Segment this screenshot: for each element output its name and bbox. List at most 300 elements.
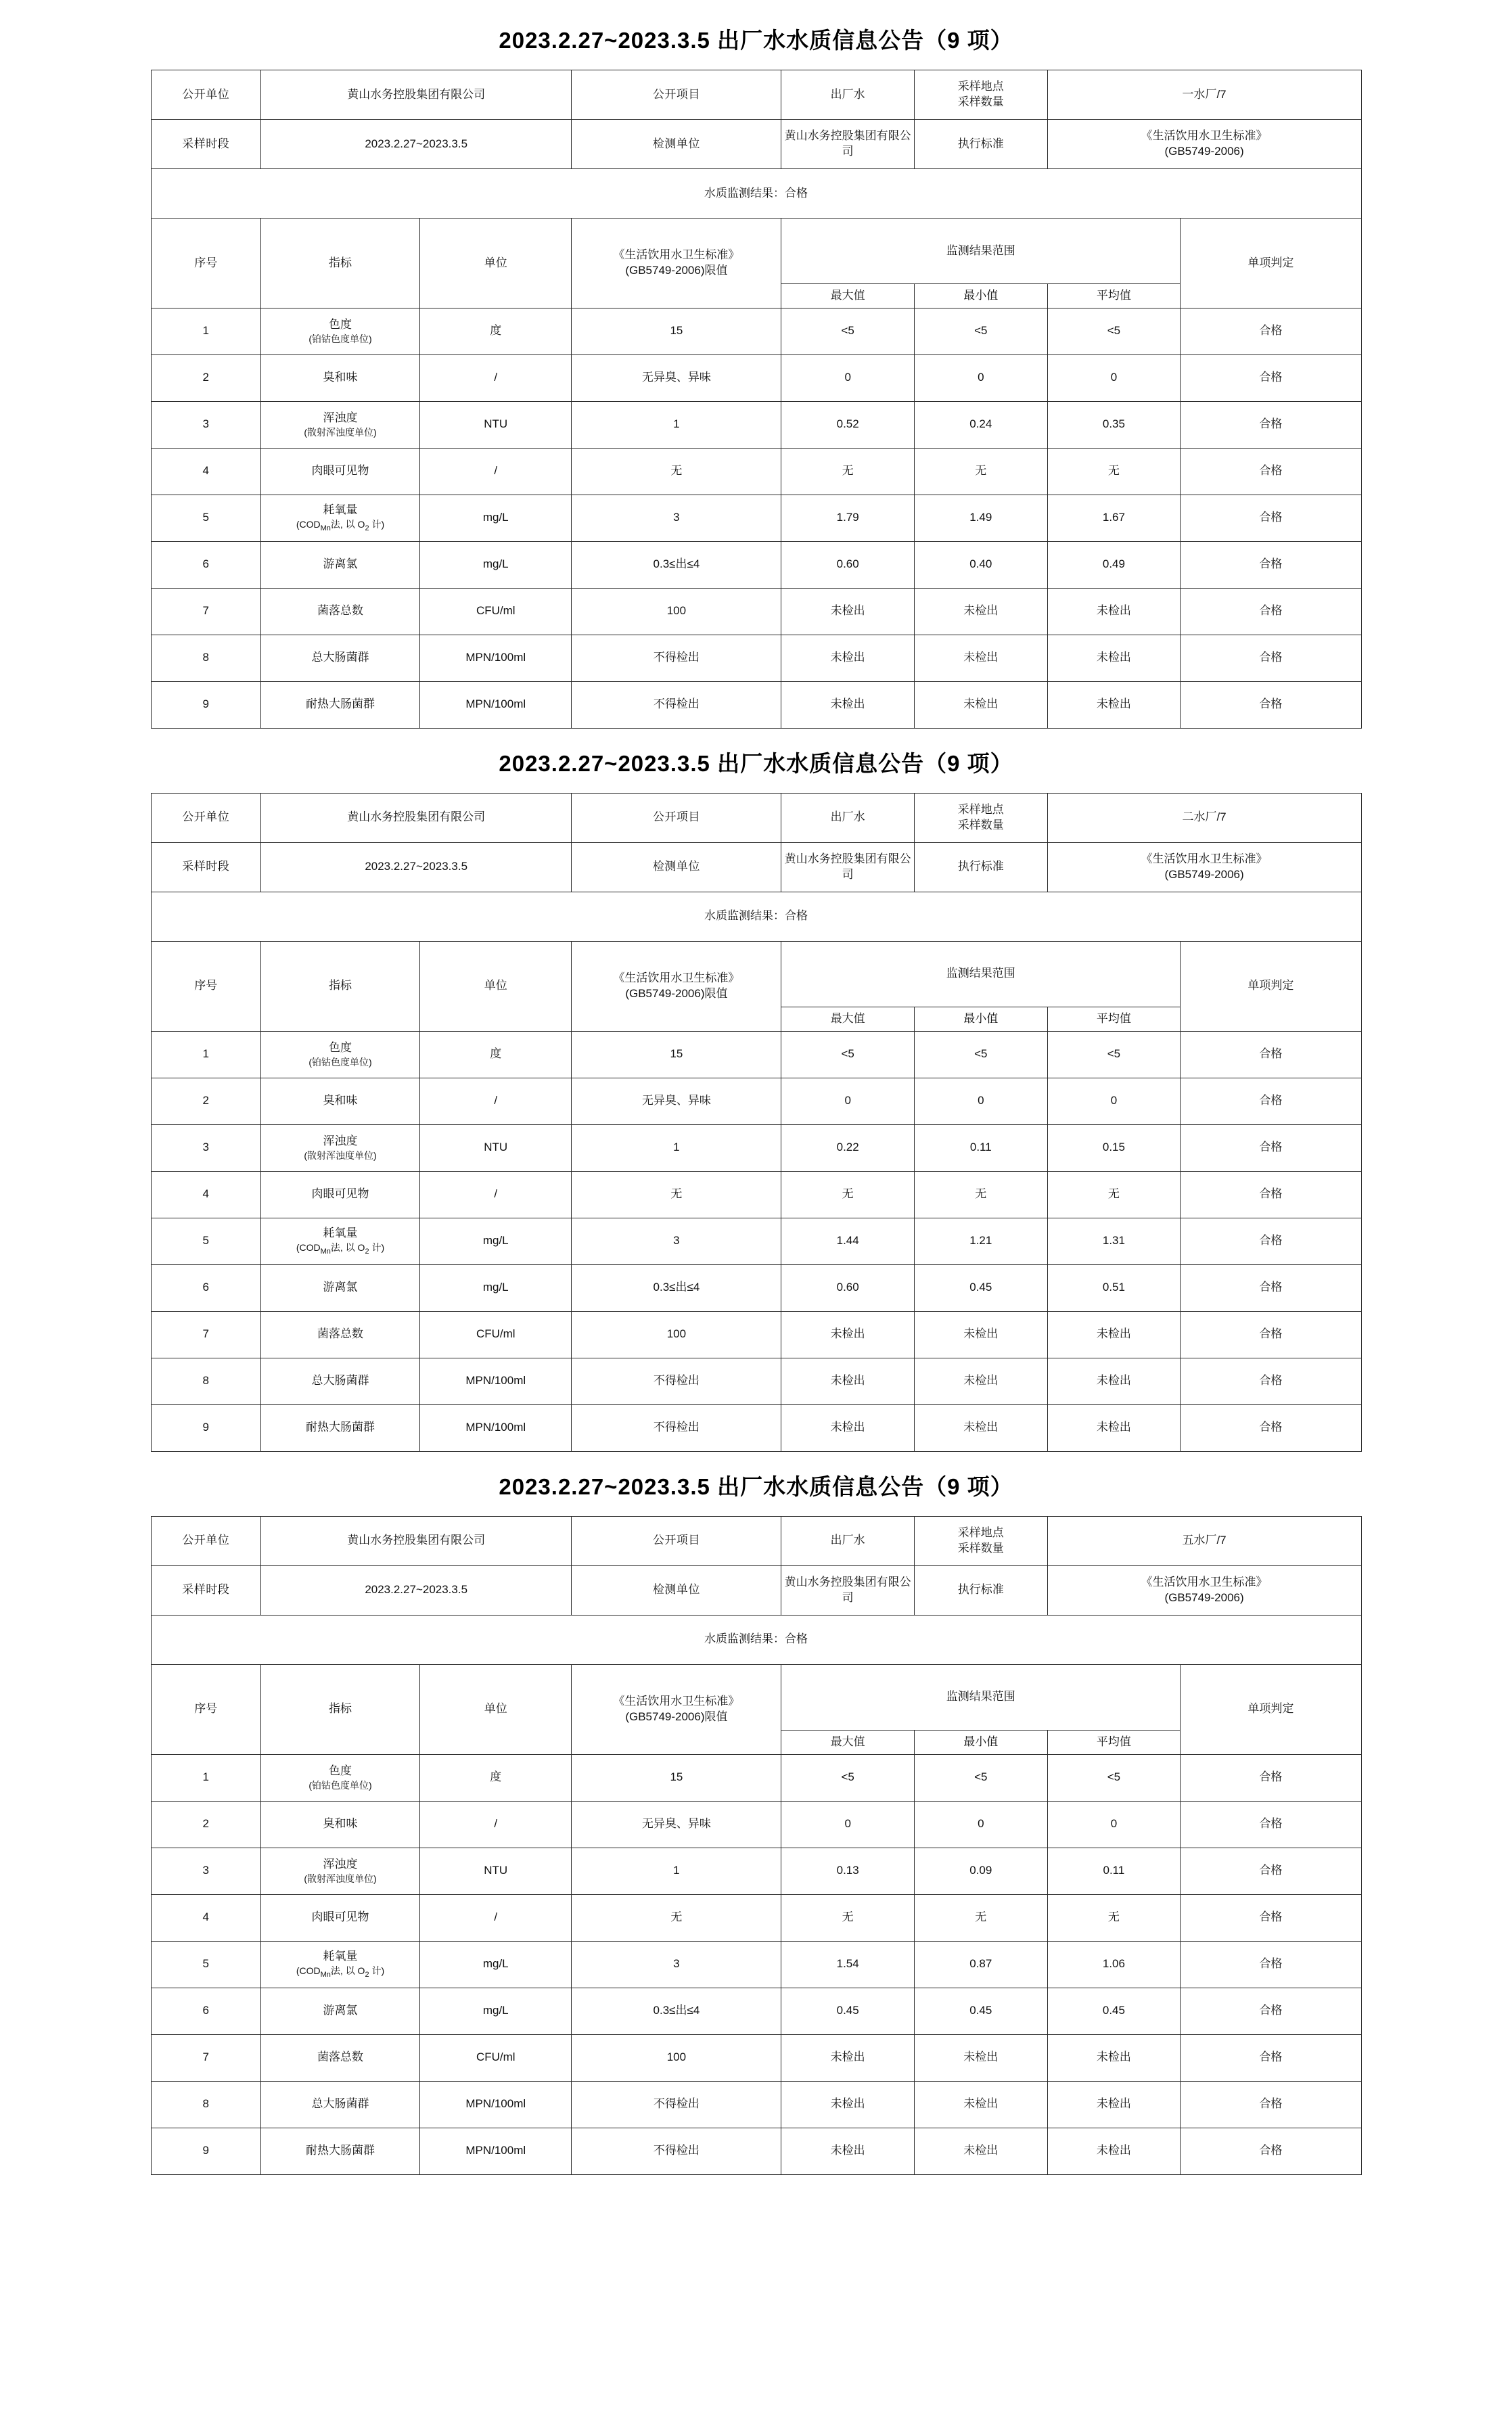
cell-verdict: 合格 — [1181, 2081, 1361, 2128]
cell-max: 无 — [781, 1171, 915, 1218]
table-row — [151, 681, 1361, 728]
cell-unit: / — [420, 1078, 572, 1124]
cell-no: 6 — [151, 1988, 260, 2034]
cell-unit: NTU — [420, 401, 572, 448]
table-header-row — [151, 1664, 1361, 1730]
cell-limit: 不得检出 — [572, 2128, 781, 2174]
col-unit: 单位 — [420, 219, 572, 308]
table-row — [151, 635, 1361, 681]
cell-limit: 不得检出 — [572, 2081, 781, 2128]
cell-unit: / — [420, 1171, 572, 1218]
cell-indicator: 耐热大肠菌群 — [260, 2128, 419, 2174]
cell-max: 0 — [781, 1078, 915, 1124]
cell-indicator: 耗氧量 ($COD_{Mn}$法, 以 $O_2$ 计) — [260, 495, 419, 541]
cell-indicator: 游离氯 — [260, 1264, 419, 1311]
cell-indicator: 臭和味 — [260, 1078, 419, 1124]
cell-indicator: 肉眼可见物 — [260, 1171, 419, 1218]
cell-verdict: 合格 — [1181, 1124, 1361, 1171]
cell-min: 0.11 — [914, 1124, 1047, 1171]
col-index: 序号 — [151, 219, 260, 308]
cell-unit: / — [420, 1801, 572, 1848]
cell-max: 未检出 — [781, 1311, 915, 1358]
project-value: 出厂水 — [781, 793, 915, 842]
publisher-label: 公开单位 — [151, 70, 260, 120]
col-max: 最大值 — [781, 1007, 915, 1031]
cell-limit: 不得检出 — [572, 1358, 781, 1404]
cell-verdict: 合格 — [1181, 1311, 1361, 1358]
cell-limit: 不得检出 — [572, 681, 781, 728]
table-row — [151, 541, 1361, 588]
col-indicator: 指标 — [260, 219, 419, 308]
cell-limit: 0.3≤出≤4 — [572, 541, 781, 588]
cell-indicator: 色度 (铂钴色度单位) — [260, 1031, 419, 1078]
cell-avg: 0.49 — [1047, 541, 1181, 588]
cell-indicator: 浑浊度 (散射浑浊度单位) — [260, 401, 419, 448]
cell-no: 4 — [151, 1171, 260, 1218]
cell-max: 1.79 — [781, 495, 915, 541]
cell-no: 1 — [151, 308, 260, 354]
cell-avg: 无 — [1047, 1894, 1181, 1941]
cell-limit: 不得检出 — [572, 635, 781, 681]
cell-verdict: 合格 — [1181, 1171, 1361, 1218]
cell-max: 未检出 — [781, 1404, 915, 1451]
page-title: 2023.2.27~2023.3.5 出厂水水质信息公告（9 项） — [499, 28, 1013, 53]
table-row — [151, 1031, 1361, 1078]
cell-min: 0.40 — [914, 541, 1047, 588]
cell-verdict: 合格 — [1181, 1031, 1361, 1078]
cell-unit: mg/L — [420, 495, 572, 541]
cell-indicator: 浑浊度 (散射浑浊度单位) — [260, 1848, 419, 1894]
cell-avg: 未检出 — [1047, 2128, 1181, 2174]
cell-limit: 100 — [572, 1311, 781, 1358]
cell-unit: / — [420, 354, 572, 401]
period-label: 采样时段 — [151, 120, 260, 169]
cell-unit: mg/L — [420, 1264, 572, 1311]
col-min: 最小值 — [914, 284, 1047, 308]
cell-no: 6 — [151, 1264, 260, 1311]
site-value: 五水厂/7 — [1047, 1516, 1361, 1565]
cell-verdict: 合格 — [1181, 1801, 1361, 1848]
cell-max: 未检出 — [781, 588, 915, 635]
cell-no: 2 — [151, 1078, 260, 1124]
cell-min: 未检出 — [914, 2128, 1047, 2174]
cell-min: <5 — [914, 308, 1047, 354]
project-label: 公开项目 — [572, 70, 781, 120]
col-avg: 平均值 — [1047, 284, 1181, 308]
cell-limit: 15 — [572, 1754, 781, 1801]
cell-avg: 未检出 — [1047, 1404, 1181, 1451]
col-max: 最大值 — [781, 1730, 915, 1754]
cell-unit: CFU/ml — [420, 588, 572, 635]
cell-indicator: 臭和味 — [260, 1801, 419, 1848]
cell-limit: 3 — [572, 495, 781, 541]
table-row — [151, 2081, 1361, 2128]
cell-limit: 15 — [572, 308, 781, 354]
cell-limit: 无异臭、异味 — [572, 1078, 781, 1124]
cell-no: 9 — [151, 2128, 260, 2174]
cell-avg: 未检出 — [1047, 635, 1181, 681]
cell-avg: 0 — [1047, 354, 1181, 401]
standard-value: 《生活饮用水卫生标准》 (GB5749-2006) — [1047, 1565, 1361, 1615]
cell-max: 未检出 — [781, 2034, 915, 2081]
cell-min: 未检出 — [914, 1358, 1047, 1404]
publisher-value: 黄山水务控股集团有限公司 — [260, 1516, 572, 1565]
table-row — [151, 1171, 1361, 1218]
cell-limit: 3 — [572, 1941, 781, 1988]
cell-avg: 1.31 — [1047, 1218, 1181, 1264]
summary-row — [151, 169, 1361, 219]
tester-label: 检测单位 — [572, 842, 781, 892]
cell-limit: 无 — [572, 1894, 781, 1941]
water-quality-table — [151, 70, 1362, 729]
cell-unit: 度 — [420, 1031, 572, 1078]
cell-min: 无 — [914, 448, 1047, 495]
cell-min: 0.45 — [914, 1988, 1047, 2034]
cell-avg: 0.35 — [1047, 401, 1181, 448]
cell-max: 未检出 — [781, 2081, 915, 2128]
summary-text: 水质监测结果：合格 — [151, 1615, 1361, 1664]
standard-label: 执行标准 — [914, 842, 1047, 892]
table-row — [151, 1988, 1361, 2034]
publisher-value: 黄山水务控股集团有限公司 — [260, 793, 572, 842]
cell-max: 1.54 — [781, 1941, 915, 1988]
cell-indicator: 耐热大肠菌群 — [260, 681, 419, 728]
cell-limit: 1 — [572, 1848, 781, 1894]
cell-avg: 未检出 — [1047, 2081, 1181, 2128]
cell-unit: NTU — [420, 1124, 572, 1171]
period-label: 采样时段 — [151, 842, 260, 892]
col-unit: 单位 — [420, 941, 572, 1031]
cell-no: 9 — [151, 681, 260, 728]
cell-max: 1.44 — [781, 1218, 915, 1264]
cell-avg: 1.67 — [1047, 495, 1181, 541]
cell-min: 0 — [914, 354, 1047, 401]
site-value: 一水厂/7 — [1047, 70, 1361, 120]
cell-unit: mg/L — [420, 541, 572, 588]
cell-avg: 无 — [1047, 448, 1181, 495]
cell-limit: 15 — [572, 1031, 781, 1078]
cell-max: 0.45 — [781, 1988, 915, 2034]
standard-value: 《生活饮用水卫生标准》 (GB5749-2006) — [1047, 120, 1361, 169]
standard-value: 《生活饮用水卫生标准》 (GB5749-2006) — [1047, 842, 1361, 892]
cell-limit: 0.3≤出≤4 — [572, 1264, 781, 1311]
cell-min: 0.09 — [914, 1848, 1047, 1894]
col-verdict: 单项判定 — [1181, 1664, 1361, 1754]
col-limit: 《生活饮用水卫生标准》 (GB5749-2006)限值 — [572, 941, 781, 1031]
period-value: 2023.2.27~2023.3.5 — [260, 1565, 572, 1615]
cell-avg: 未检出 — [1047, 681, 1181, 728]
publisher-value: 黄山水务控股集团有限公司 — [260, 70, 572, 120]
col-min: 最小值 — [914, 1730, 1047, 1754]
cell-verdict: 合格 — [1181, 1404, 1361, 1451]
cell-unit: 度 — [420, 308, 572, 354]
water-quality-table — [151, 793, 1362, 1452]
tester-value: 黄山水务控股集团有限公司 — [781, 120, 915, 169]
table-row — [151, 1894, 1361, 1941]
cell-no: 7 — [151, 588, 260, 635]
site-label: 采样地点 采样数量 — [914, 70, 1047, 120]
report-block-2 — [151, 729, 1362, 1452]
cell-min: 未检出 — [914, 2034, 1047, 2081]
period-value: 2023.2.27~2023.3.5 — [260, 120, 572, 169]
cell-max: 无 — [781, 1894, 915, 1941]
cell-min: 未检出 — [914, 1311, 1047, 1358]
cell-no: 5 — [151, 1218, 260, 1264]
cell-limit: 100 — [572, 2034, 781, 2081]
cell-min: <5 — [914, 1031, 1047, 1078]
cell-verdict: 合格 — [1181, 1988, 1361, 2034]
table-row — [151, 2034, 1361, 2081]
table-row — [151, 448, 1361, 495]
cell-unit: MPN/100ml — [420, 681, 572, 728]
col-indicator: 指标 — [260, 941, 419, 1031]
table-row — [151, 1754, 1361, 1801]
cell-min: 1.49 — [914, 495, 1047, 541]
meta-row — [151, 1565, 1361, 1615]
cell-no: 4 — [151, 448, 260, 495]
cell-avg: 0 — [1047, 1078, 1181, 1124]
summary-text: 水质监测结果：合格 — [151, 892, 1361, 941]
site-value: 二水厂/7 — [1047, 793, 1361, 842]
cell-limit: 100 — [572, 588, 781, 635]
table-row — [151, 1218, 1361, 1264]
cell-indicator: 总大肠菌群 — [260, 1358, 419, 1404]
table-row — [151, 1264, 1361, 1311]
cell-no: 4 — [151, 1894, 260, 1941]
cell-verdict: 合格 — [1181, 1264, 1361, 1311]
col-range-group: 监测结果范围 — [781, 941, 1181, 1007]
cell-verdict: 合格 — [1181, 495, 1361, 541]
cell-max: 未检出 — [781, 2128, 915, 2174]
cell-min: 未检出 — [914, 681, 1047, 728]
cell-unit: MPN/100ml — [420, 1358, 572, 1404]
cell-limit: 3 — [572, 1218, 781, 1264]
cell-unit: MPN/100ml — [420, 635, 572, 681]
cell-indicator: 总大肠菌群 — [260, 2081, 419, 2128]
table-row — [151, 401, 1361, 448]
cell-max: 0.60 — [781, 1264, 915, 1311]
cell-min: 未检出 — [914, 1404, 1047, 1451]
cell-max: <5 — [781, 1031, 915, 1078]
table-row — [151, 1358, 1361, 1404]
cell-limit: 不得检出 — [572, 1404, 781, 1451]
cell-max: 0.13 — [781, 1848, 915, 1894]
cell-avg: 未检出 — [1047, 1311, 1181, 1358]
cell-unit: / — [420, 448, 572, 495]
cell-unit: mg/L — [420, 1218, 572, 1264]
cell-no: 9 — [151, 1404, 260, 1451]
cell-verdict: 合格 — [1181, 1358, 1361, 1404]
report-block-3 — [151, 1452, 1362, 2175]
cell-max: 0 — [781, 354, 915, 401]
col-index: 序号 — [151, 941, 260, 1031]
cell-limit: 无 — [572, 1171, 781, 1218]
period-value: 2023.2.27~2023.3.5 — [260, 842, 572, 892]
cell-verdict: 合格 — [1181, 541, 1361, 588]
cell-verdict: 合格 — [1181, 1894, 1361, 1941]
cell-avg: 0.11 — [1047, 1848, 1181, 1894]
cell-no: 8 — [151, 2081, 260, 2128]
meta-row — [151, 1516, 1361, 1565]
cell-unit: MPN/100ml — [420, 2081, 572, 2128]
cell-indicator: 耗氧量 ($COD_{Mn}$法, 以 $O_2$ 计) — [260, 1218, 419, 1264]
cell-max: <5 — [781, 1754, 915, 1801]
cell-verdict: 合格 — [1181, 401, 1361, 448]
col-avg: 平均值 — [1047, 1007, 1181, 1031]
cell-max: 0.22 — [781, 1124, 915, 1171]
site-label: 采样地点 采样数量 — [914, 793, 1047, 842]
cell-unit: NTU — [420, 1848, 572, 1894]
col-range-group: 监测结果范围 — [781, 1664, 1181, 1730]
cell-verdict: 合格 — [1181, 354, 1361, 401]
cell-verdict: 合格 — [1181, 2034, 1361, 2081]
cell-max: 0 — [781, 1801, 915, 1848]
table-header-row — [151, 941, 1361, 1007]
cell-no: 3 — [151, 1124, 260, 1171]
meta-row — [151, 842, 1361, 892]
water-quality-table — [151, 1516, 1362, 2175]
cell-indicator: 菌落总数 — [260, 1311, 419, 1358]
project-value: 出厂水 — [781, 70, 915, 120]
cell-indicator: 总大肠菌群 — [260, 635, 419, 681]
table-row — [151, 1801, 1361, 1848]
cell-no: 6 — [151, 541, 260, 588]
col-verdict: 单项判定 — [1181, 219, 1361, 308]
cell-min: 0.24 — [914, 401, 1047, 448]
cell-no: 1 — [151, 1031, 260, 1078]
table-row — [151, 354, 1361, 401]
cell-avg: 0.15 — [1047, 1124, 1181, 1171]
cell-verdict: 合格 — [1181, 1754, 1361, 1801]
publisher-label: 公开单位 — [151, 1516, 260, 1565]
col-limit: 《生活饮用水卫生标准》 (GB5749-2006)限值 — [572, 219, 781, 308]
cell-unit: MPN/100ml — [420, 1404, 572, 1451]
cell-limit: 无 — [572, 448, 781, 495]
cell-no: 2 — [151, 354, 260, 401]
cell-indicator: 菌落总数 — [260, 2034, 419, 2081]
table-row — [151, 1404, 1361, 1451]
cell-avg: 未检出 — [1047, 2034, 1181, 2081]
cell-verdict: 合格 — [1181, 308, 1361, 354]
cell-limit: 1 — [572, 1124, 781, 1171]
cell-indicator: 耗氧量 ($COD_{Mn}$法, 以 $O_2$ 计) — [260, 1941, 419, 1988]
cell-limit: 1 — [572, 401, 781, 448]
cell-max: 未检出 — [781, 635, 915, 681]
cell-avg: 未检出 — [1047, 588, 1181, 635]
cell-indicator: 浑浊度 (散射浑浊度单位) — [260, 1124, 419, 1171]
project-label: 公开项目 — [572, 1516, 781, 1565]
cell-unit: mg/L — [420, 1988, 572, 2034]
cell-no: 7 — [151, 1311, 260, 1358]
cell-max: <5 — [781, 308, 915, 354]
cell-no: 3 — [151, 1848, 260, 1894]
period-label: 采样时段 — [151, 1565, 260, 1615]
cell-unit: MPN/100ml — [420, 2128, 572, 2174]
cell-min: 未检出 — [914, 588, 1047, 635]
cell-verdict: 合格 — [1181, 448, 1361, 495]
col-verdict: 单项判定 — [1181, 941, 1361, 1031]
cell-max: 无 — [781, 448, 915, 495]
table-row — [151, 1124, 1361, 1171]
cell-unit: mg/L — [420, 1941, 572, 1988]
tester-value: 黄山水务控股集团有限公司 — [781, 1565, 915, 1615]
col-max: 最大值 — [781, 284, 915, 308]
cell-avg: 0 — [1047, 1801, 1181, 1848]
cell-avg: 0.51 — [1047, 1264, 1181, 1311]
cell-min: 0 — [914, 1078, 1047, 1124]
cell-min: 无 — [914, 1894, 1047, 1941]
cell-min: 0.87 — [914, 1941, 1047, 1988]
cell-unit: CFU/ml — [420, 1311, 572, 1358]
col-indicator: 指标 — [260, 1664, 419, 1754]
col-limit: 《生活饮用水卫生标准》 (GB5749-2006)限值 — [572, 1664, 781, 1754]
cell-verdict: 合格 — [1181, 2128, 1361, 2174]
col-min: 最小值 — [914, 1007, 1047, 1031]
table-row — [151, 1078, 1361, 1124]
col-index: 序号 — [151, 1664, 260, 1754]
cell-verdict: 合格 — [1181, 1218, 1361, 1264]
publisher-label: 公开单位 — [151, 793, 260, 842]
cell-no: 8 — [151, 635, 260, 681]
cell-indicator: 肉眼可见物 — [260, 1894, 419, 1941]
cell-min: <5 — [914, 1754, 1047, 1801]
cell-avg: 未检出 — [1047, 1358, 1181, 1404]
cell-min: 0 — [914, 1801, 1047, 1848]
table-row — [151, 1941, 1361, 1988]
cell-max: 未检出 — [781, 1358, 915, 1404]
cell-indicator: 色度 (铂钴色度单位) — [260, 308, 419, 354]
project-label: 公开项目 — [572, 793, 781, 842]
page-title: 2023.2.27~2023.3.5 出厂水水质信息公告（9 项） — [499, 750, 1013, 776]
cell-no: 2 — [151, 1801, 260, 1848]
col-avg: 平均值 — [1047, 1730, 1181, 1754]
cell-no: 7 — [151, 2034, 260, 2081]
page-title: 2023.2.27~2023.3.5 出厂水水质信息公告（9 项） — [499, 1473, 1013, 1499]
cell-verdict: 合格 — [1181, 681, 1361, 728]
site-label: 采样地点 采样数量 — [914, 1516, 1047, 1565]
cell-max: 未检出 — [781, 681, 915, 728]
table-row — [151, 495, 1361, 541]
cell-min: 0.45 — [914, 1264, 1047, 1311]
cell-avg: <5 — [1047, 1754, 1181, 1801]
cell-limit: 0.3≤出≤4 — [572, 1988, 781, 2034]
table-header-row — [151, 219, 1361, 284]
cell-verdict: 合格 — [1181, 1078, 1361, 1124]
cell-indicator: 菌落总数 — [260, 588, 419, 635]
summary-text: 水质监测结果：合格 — [151, 169, 1361, 219]
cell-avg: 1.06 — [1047, 1941, 1181, 1988]
cell-max: 0.52 — [781, 401, 915, 448]
table-row — [151, 1311, 1361, 1358]
cell-avg: <5 — [1047, 308, 1181, 354]
cell-indicator: 耐热大肠菌群 — [260, 1404, 419, 1451]
table-row — [151, 1848, 1361, 1894]
cell-min: 无 — [914, 1171, 1047, 1218]
cell-limit: 无异臭、异味 — [572, 354, 781, 401]
cell-no: 5 — [151, 1941, 260, 1988]
project-value: 出厂水 — [781, 1516, 915, 1565]
cell-avg: 无 — [1047, 1171, 1181, 1218]
cell-indicator: 色度 (铂钴色度单位) — [260, 1754, 419, 1801]
meta-row — [151, 793, 1361, 842]
cell-avg: <5 — [1047, 1031, 1181, 1078]
table-row — [151, 588, 1361, 635]
cell-unit: 度 — [420, 1754, 572, 1801]
cell-min: 未检出 — [914, 2081, 1047, 2128]
cell-verdict: 合格 — [1181, 1941, 1361, 1988]
col-unit: 单位 — [420, 1664, 572, 1754]
cell-indicator: 游离氯 — [260, 1988, 419, 2034]
